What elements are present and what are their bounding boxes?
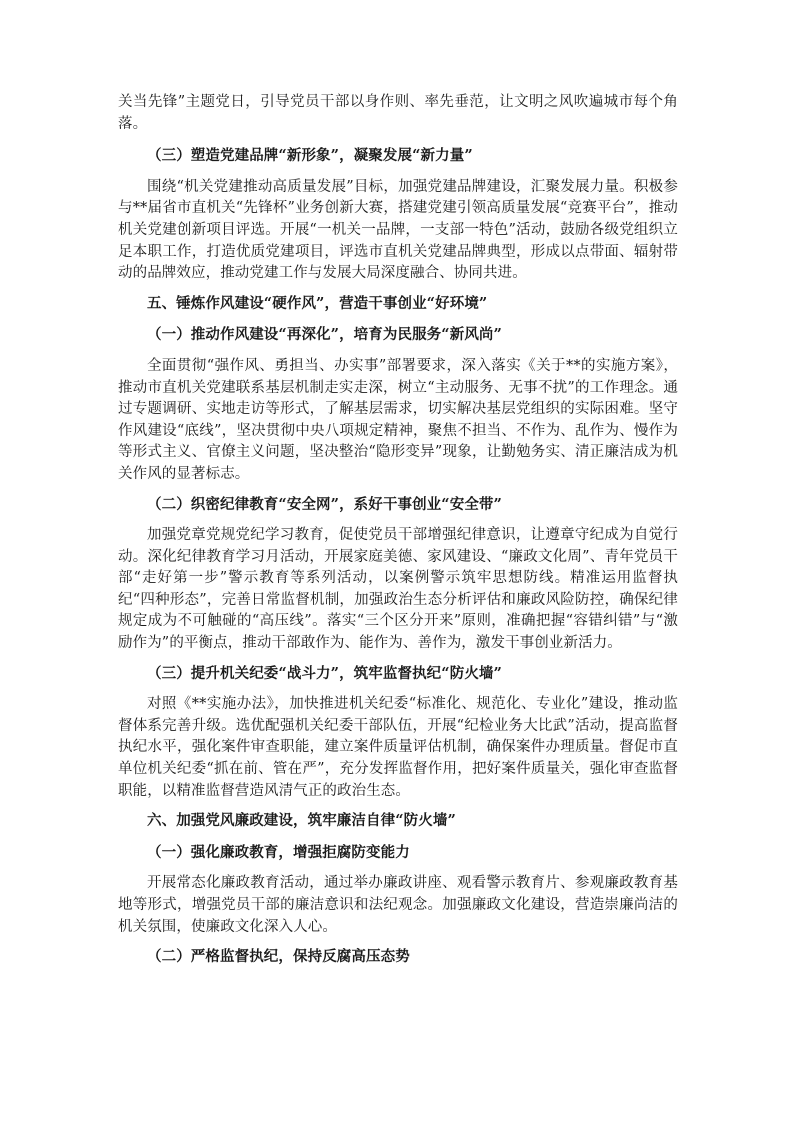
document-page	[118, 92, 678, 968]
chapter-heading: 六、加强党风廉政建设，筑牢廉洁自律“防火墙”	[147, 812, 456, 830]
paragraph: 加强党章党规党纪学习教育，促使党员干部增强纪律意识，让遵章守纪成为自觉行动。深化纪律教育学习月活动，开展家庭美德、家风建设、“廉政文化周”、青年党员干部“走好第一步”警示教育等系列活动，以案例警示筑牢思想防线。精准运用监督执纪“四种形态”，完善日常监督机制，加强政治生态分析评估和廉政风险防控，确保纪律规定成为不可触碰的“高压线”。落实“三个区分开来”原则，准确把握“容错纠错”与“激励作为”的平衡点，推动干部敢作为、能作为、善作为，激发干事创业新活力。	[118, 527, 678, 652]
paragraph-continued: 关当先锋”主题党日，引导党员干部以身作则、率先垂范，让文明之风吹遍城市每个角落。	[118, 94, 678, 132]
paragraph: 对照《**实施办法》，加快推进机关纪委“标准化、规范化、专业化”建设，推动监督体系完善升级。选优配强机关纪委干部队伍，开展“纪检业务大比武”活动，提高监督执纪水平，强化案件审查职能，建立案件质量评估机制，确保案件办理质量。督促市直单位机关纪委“抓在前、管在严”，充分发挥监督作用，把好案件质量关，强化审查监督职能，以精准监督营造风清气正的政治生态。	[118, 696, 678, 799]
section-heading: （一）推动作风建设“再深化”，培育为民服务“新风尚”	[147, 326, 502, 344]
section-heading: （一）强化廉政教育，增强拒腐防变能力	[147, 843, 410, 861]
section-heading: （二）织密纪律教育“安全网”，系好干事创业“安全带”	[147, 495, 502, 513]
section-heading: （二）严格监督执纪，保持反腐高压态势	[147, 948, 410, 966]
paragraph: 开展常态化廉政教育活动，通过举办廉政讲座、观看警示教育片、参观廉政教育基地等形式，增强党员干部的廉洁意识和法纪观念。加强廉政文化建设，营造崇廉尚洁的机关氛围，使廉政文化深入人心。	[118, 875, 678, 935]
section-heading: （三）提升机关纪委“战斗力”，筑牢监督执纪“防火墙”	[147, 664, 502, 682]
chapter-heading: 五、锤炼作风建设“硬作风”，营造干事创业“好环境”	[147, 294, 488, 312]
section-heading: （三）塑造党建品牌“新形象”，凝聚发展“新力量”	[147, 147, 473, 165]
paragraph: 围绕“机关党建推动高质量发展”目标，加强党建品牌建设，汇聚发展力量。积极参与**届省市直机关“先锋杯”业务创新大赛，搭建党建引领高质量发展“竞赛平台”，推动机关党建创新项目评选。开展“一机关一品牌，一支部一特色”活动，鼓励各级党组织立足本职工作，打造优质党建项目，评选市直机关党建品牌典型，形成以点带面、辐射带动的品牌效应，推动党建工作与发展大局深度融合、协同共进。	[118, 178, 678, 282]
paragraph: 全面贯彻“强作风、勇担当、办实事”部署要求，深入落实《关于**的实施方案》，推动市直机关党建联系基层机制走实走深，树立“主动服务、无事不扰”的工作理念。通过专题调研、实地走访等形式，了解基层需求，切实解决基层党组织的实际困难。坚守作风建设“底线”，坚决贯彻中央八项规定精神，聚焦不担当、不作为、乱作为、慢作为等形式主义、官僚主义问题，坚决整治“隐形变异”现象，让勤勉务实、清正廉洁成为机关作风的显著标志。	[118, 357, 678, 482]
